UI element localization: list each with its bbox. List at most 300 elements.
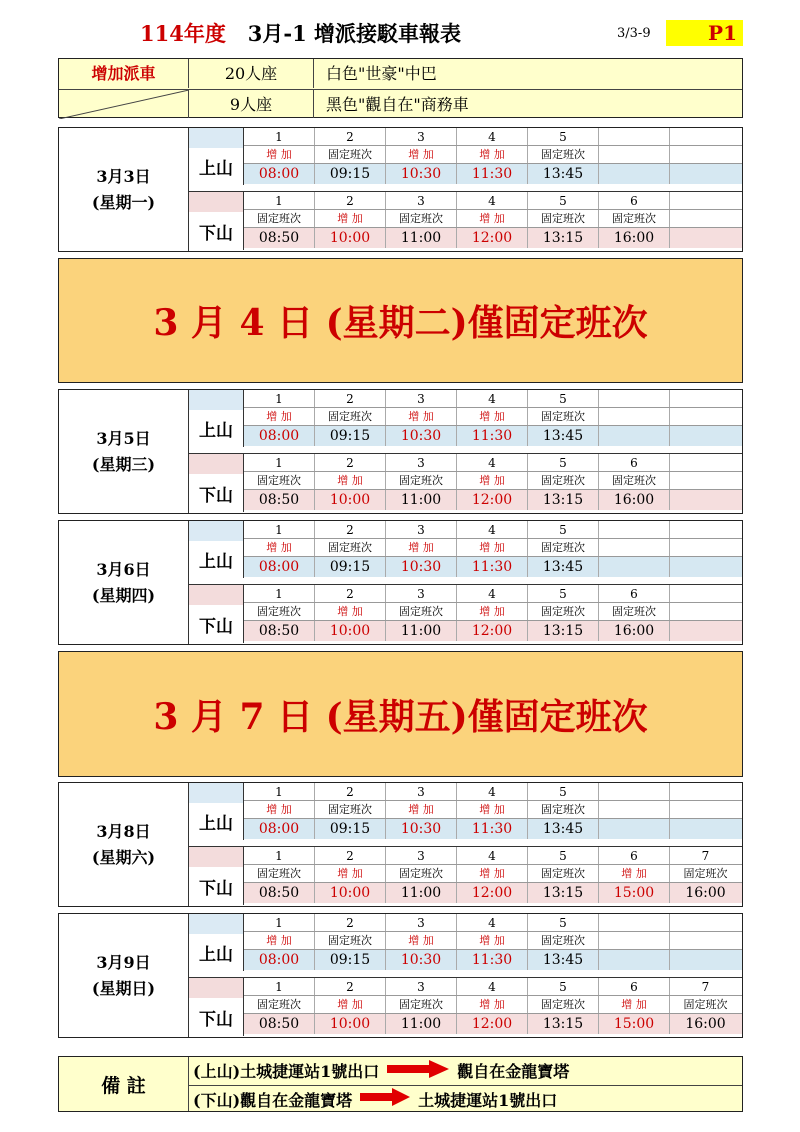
trip-type-row — [244, 146, 742, 163]
trip-type: 固定班次 — [386, 603, 457, 620]
trip-time — [599, 557, 670, 577]
trip-time: 10:30 — [386, 557, 457, 577]
trip-number — [670, 914, 741, 931]
page-number: P1 — [666, 20, 743, 46]
trip-type: 增 加 — [457, 539, 528, 556]
trip-number: 2 — [315, 585, 386, 602]
trip-type: 固定班次 — [315, 539, 386, 556]
trip-number: 2 — [315, 454, 386, 471]
schedule-grid — [244, 978, 742, 1036]
trip-time: 13:45 — [528, 426, 599, 446]
trip-time: 10:30 — [386, 819, 457, 839]
trip-time: 11:00 — [386, 1014, 457, 1034]
trip-time: 08:00 — [244, 557, 315, 577]
trip-type: 增 加 — [599, 996, 670, 1013]
date-range: 3/3-9 — [617, 26, 651, 41]
trip-number: 5 — [528, 783, 599, 800]
trip-type — [599, 408, 670, 425]
trip-number: 3 — [386, 914, 457, 931]
trip-number — [670, 521, 741, 538]
trip-time: 10:30 — [386, 950, 457, 970]
trip-number: 1 — [244, 585, 315, 602]
trip-number: 1 — [244, 128, 315, 145]
added-vehicles-label: 增加派車 — [59, 59, 189, 88]
trip-type: 增 加 — [457, 472, 528, 489]
day-weekday: (星期日) — [91, 978, 156, 998]
day-block — [58, 520, 743, 645]
direction-down — [189, 977, 742, 1036]
trip-type: 增 加 — [457, 865, 528, 882]
direction-down — [189, 846, 742, 905]
trip-type-row — [244, 472, 742, 489]
trip-type: 固定班次 — [528, 996, 599, 1013]
day-date: 3月9日 — [96, 952, 151, 972]
trip-type-row — [244, 408, 742, 425]
schedule-grid — [244, 847, 742, 905]
trip-type: 固定班次 — [528, 539, 599, 556]
trip-type: 固定班次 — [244, 603, 315, 620]
trip-number-row — [244, 783, 742, 801]
day-date: 3月3日 — [96, 166, 151, 186]
trip-number — [599, 914, 670, 931]
trip-time: 09:15 — [315, 819, 386, 839]
trip-number: 6 — [599, 978, 670, 995]
trip-time — [670, 426, 741, 446]
day-date: 3月5日 — [96, 428, 151, 448]
trip-type — [670, 408, 741, 425]
trip-number: 4 — [457, 521, 528, 538]
trip-number-row — [244, 585, 742, 603]
direction-label: 下山 — [189, 585, 244, 643]
day-block — [58, 782, 743, 907]
trip-type: 固定班次 — [315, 801, 386, 818]
trip-time: 10:00 — [315, 883, 386, 903]
route-down-from: (下山)觀自在金龍寶塔 — [193, 1090, 353, 1110]
trip-time: 13:15 — [528, 490, 599, 510]
direction-label: 上山 — [189, 914, 244, 971]
trip-number: 1 — [244, 390, 315, 407]
remarks-table — [58, 1056, 743, 1112]
trip-time: 16:00 — [685, 1016, 726, 1032]
direction-up — [189, 128, 742, 185]
trip-number — [670, 783, 741, 800]
trip-number: 4 — [457, 914, 528, 931]
direction-up — [189, 521, 742, 578]
trip-number: 7 — [701, 980, 710, 994]
trip-time — [670, 164, 741, 184]
trip-time-row — [244, 489, 742, 510]
report-title: 3月-1 增派接駁車報表 — [247, 21, 462, 46]
day-date: 3月8日 — [96, 821, 151, 841]
day-weekday: (星期四) — [91, 585, 156, 605]
trip-time: 08:00 — [244, 950, 315, 970]
route-up-note — [189, 1057, 742, 1084]
trip-time-row — [244, 818, 742, 839]
trip-number: 2 — [315, 847, 386, 864]
trip-time: 13:15 — [528, 883, 599, 903]
trip-type: 固定班次 — [244, 472, 315, 489]
trip-type: 固定班次 — [528, 210, 599, 227]
trip-number-row — [244, 914, 742, 932]
trip-type: 增 加 — [315, 996, 386, 1013]
trip-type: 固定班次 — [683, 867, 728, 880]
direction-down — [189, 584, 742, 643]
trip-number: 5 — [528, 847, 599, 864]
trip-number: 1 — [244, 192, 315, 209]
trip-number: 1 — [244, 914, 315, 931]
trip-type — [599, 539, 670, 556]
direction-up — [189, 783, 742, 840]
trip-number: 3 — [386, 978, 457, 995]
trip-number — [599, 521, 670, 538]
trip-time: 08:50 — [244, 490, 315, 510]
trip-time: 16:00 — [599, 228, 670, 248]
trip-time — [599, 819, 670, 839]
trip-number: 6 — [599, 454, 670, 471]
direction-up — [189, 914, 742, 971]
trip-type: 增 加 — [386, 539, 457, 556]
trip-type: 固定班次 — [244, 865, 315, 882]
trip-number: 2 — [315, 521, 386, 538]
trip-time: 16:00 — [599, 490, 670, 510]
trip-number: 3 — [386, 783, 457, 800]
trip-type — [670, 539, 741, 556]
trip-type-row — [244, 996, 742, 1013]
trip-time: 09:15 — [315, 950, 386, 970]
trip-time: 13:15 — [528, 228, 599, 248]
trip-number: 2 — [315, 390, 386, 407]
day-weekday: (星期一) — [91, 192, 156, 212]
direction-down — [189, 191, 742, 250]
trip-time-row — [244, 227, 742, 248]
trip-type-row — [244, 603, 742, 620]
trip-number: 4 — [457, 192, 528, 209]
trip-time: 12:00 — [457, 490, 528, 510]
trip-time-row — [244, 163, 742, 184]
trip-time: 09:15 — [315, 426, 386, 446]
trip-time: 08:00 — [244, 426, 315, 446]
trip-time: 11:30 — [457, 950, 528, 970]
diagonal-cell — [59, 90, 189, 118]
trip-number-row — [244, 192, 742, 210]
trip-number: 3 — [386, 454, 457, 471]
vehicle-desc: 白色"世豪"中巴 — [326, 64, 437, 83]
trip-type: 增 加 — [457, 146, 528, 163]
trip-number: 4 — [457, 847, 528, 864]
trip-time: 13:45 — [528, 819, 599, 839]
direction-label: 上山 — [189, 128, 244, 185]
day-block — [58, 127, 743, 252]
day-label — [59, 914, 189, 1037]
trip-time: 13:45 — [528, 557, 599, 577]
vehicle-row-2 — [59, 89, 742, 118]
schedule-grid — [244, 454, 742, 512]
trip-time: 13:15 — [528, 1014, 599, 1034]
vehicle-desc: 黑色"觀自在"商務車 — [326, 95, 469, 114]
trip-type: 增 加 — [386, 932, 457, 949]
trip-type: 固定班次 — [528, 932, 599, 949]
trip-number: 3 — [386, 128, 457, 145]
trip-type-row — [244, 932, 742, 949]
trip-number: 5 — [528, 454, 599, 471]
trip-number-row — [244, 978, 742, 996]
trip-type: 固定班次 — [528, 408, 599, 425]
trip-type-row — [244, 539, 742, 556]
trip-type: 增 加 — [315, 865, 386, 882]
trip-number: 1 — [244, 783, 315, 800]
trip-number — [599, 128, 670, 145]
direction-label: 上山 — [189, 521, 244, 578]
trip-number: 5 — [528, 521, 599, 538]
trip-type: 增 加 — [457, 408, 528, 425]
trip-type: 固定班次 — [528, 801, 599, 818]
trip-type — [599, 801, 670, 818]
day-label — [59, 783, 189, 906]
trip-type: 固定班次 — [683, 998, 728, 1011]
trip-type: 固定班次 — [599, 210, 670, 227]
trip-type — [670, 210, 741, 227]
trip-type: 增 加 — [244, 408, 315, 425]
route-down-note — [189, 1085, 742, 1112]
schedule-grid — [244, 390, 742, 447]
trip-time — [670, 490, 741, 510]
trip-time: 15:00 — [599, 883, 670, 903]
schedule-grid — [244, 521, 742, 578]
trip-time — [670, 621, 741, 641]
trip-type: 固定班次 — [599, 472, 670, 489]
schedule-grid — [244, 128, 742, 185]
trip-time: 10:30 — [386, 426, 457, 446]
fixed-only-banner: 3 月 4 日 (星期二)僅固定班次 — [58, 258, 743, 383]
trip-number: 4 — [457, 128, 528, 145]
trip-type: 固定班次 — [244, 210, 315, 227]
trip-number: 6 — [599, 192, 670, 209]
day-date: 3月6日 — [96, 559, 151, 579]
trip-number-row — [244, 847, 742, 865]
trip-time: 13:45 — [528, 164, 599, 184]
trip-time: 11:30 — [457, 557, 528, 577]
trip-time: 08:00 — [244, 164, 315, 184]
trip-number: 2 — [315, 914, 386, 931]
direction-up — [189, 390, 742, 447]
trip-type-row — [244, 865, 742, 882]
trip-type: 增 加 — [244, 932, 315, 949]
trip-number — [599, 783, 670, 800]
trip-type: 固定班次 — [528, 865, 599, 882]
trip-number: 3 — [386, 585, 457, 602]
trip-number: 5 — [528, 585, 599, 602]
right-arrow-icon — [387, 1060, 449, 1082]
trip-time: 11:00 — [386, 883, 457, 903]
trip-number: 6 — [599, 847, 670, 864]
trip-number: 4 — [457, 390, 528, 407]
trip-type: 增 加 — [457, 932, 528, 949]
trip-number: 5 — [528, 390, 599, 407]
trip-number: 4 — [457, 783, 528, 800]
trip-time: 11:30 — [457, 426, 528, 446]
trip-number — [599, 390, 670, 407]
trip-number — [670, 454, 741, 471]
trip-time: 11:00 — [386, 228, 457, 248]
trip-number — [670, 128, 741, 145]
trip-type: 增 加 — [244, 539, 315, 556]
trip-type: 固定班次 — [528, 146, 599, 163]
trip-number: 3 — [386, 521, 457, 538]
vehicle-row-1 — [59, 59, 742, 88]
direction-label: 下山 — [189, 454, 244, 512]
trip-number: 7 — [701, 849, 710, 863]
vehicle-seats: 9人座 — [189, 90, 314, 118]
trip-time: 13:15 — [528, 621, 599, 641]
trip-type: 增 加 — [457, 210, 528, 227]
trip-type: 增 加 — [386, 146, 457, 163]
trip-type: 固定班次 — [599, 603, 670, 620]
trip-type: 增 加 — [599, 865, 670, 882]
trip-time: 16:00 — [685, 885, 726, 901]
trip-type: 增 加 — [315, 603, 386, 620]
trip-number: 2 — [315, 128, 386, 145]
remarks-label: 備 註 — [59, 1057, 189, 1111]
schedule-grid — [244, 192, 742, 250]
trip-type — [599, 146, 670, 163]
trip-time: 11:30 — [457, 819, 528, 839]
trip-number: 5 — [528, 978, 599, 995]
trip-time: 12:00 — [457, 228, 528, 248]
day-label — [59, 128, 189, 251]
trip-time: 08:50 — [244, 883, 315, 903]
trip-number: 1 — [244, 978, 315, 995]
trip-type — [599, 932, 670, 949]
trip-number — [670, 585, 741, 602]
route-up-from: (上山)土城捷運站1號出口 — [193, 1062, 380, 1081]
trip-type — [670, 603, 741, 620]
trip-number: 1 — [244, 847, 315, 864]
trip-type: 固定班次 — [315, 146, 386, 163]
direction-label: 上山 — [189, 783, 244, 840]
trip-time — [599, 164, 670, 184]
trip-time-row — [244, 425, 742, 446]
fixed-only-banner: 3 月 7 日 (星期五)僅固定班次 — [58, 651, 743, 777]
trip-time: 11:30 — [457, 164, 528, 184]
trip-time: 09:15 — [315, 557, 386, 577]
trip-number: 6 — [599, 585, 670, 602]
trip-time: 10:30 — [386, 164, 457, 184]
day-weekday: (星期六) — [91, 847, 156, 867]
trip-time — [670, 819, 741, 839]
route-up-to: 觀自在金龍寶塔 — [457, 1062, 570, 1081]
trip-number: 5 — [528, 192, 599, 209]
trip-time: 08:50 — [244, 228, 315, 248]
trip-time — [670, 228, 741, 248]
trip-type: 固定班次 — [244, 996, 315, 1013]
trip-type — [670, 932, 741, 949]
trip-type: 增 加 — [244, 801, 315, 818]
trip-type — [670, 801, 741, 818]
trip-type: 固定班次 — [315, 408, 386, 425]
trip-time: 10:00 — [315, 621, 386, 641]
trip-time — [670, 950, 741, 970]
trip-type — [670, 472, 741, 489]
trip-time: 10:00 — [315, 1014, 386, 1034]
trip-number: 2 — [315, 978, 386, 995]
schedule-grid — [244, 585, 742, 643]
page-title — [140, 18, 560, 48]
trip-number — [670, 390, 741, 407]
trip-time — [670, 557, 741, 577]
trip-number: 4 — [457, 585, 528, 602]
trip-type: 增 加 — [457, 603, 528, 620]
direction-label: 下山 — [189, 978, 244, 1036]
trip-type: 固定班次 — [386, 472, 457, 489]
trip-time-row — [244, 620, 742, 641]
day-label — [59, 390, 189, 513]
trip-type: 固定班次 — [386, 996, 457, 1013]
trip-number — [670, 192, 741, 209]
trip-type: 增 加 — [386, 408, 457, 425]
trip-time: 13:45 — [528, 950, 599, 970]
trip-number: 5 — [528, 914, 599, 931]
trip-number-row — [244, 454, 742, 472]
trip-number: 4 — [457, 978, 528, 995]
direction-label: 下山 — [189, 847, 244, 905]
trip-time-row — [244, 949, 742, 970]
trip-time: 12:00 — [457, 1014, 528, 1034]
trip-time — [599, 950, 670, 970]
report-year: 114年度 — [140, 21, 226, 46]
trip-type: 增 加 — [457, 801, 528, 818]
trip-type-row — [244, 801, 742, 818]
trip-number: 2 — [315, 783, 386, 800]
trip-number: 3 — [386, 192, 457, 209]
trip-number-row — [244, 128, 742, 146]
trip-type: 固定班次 — [315, 932, 386, 949]
direction-label: 上山 — [189, 390, 244, 447]
trip-number: 3 — [386, 847, 457, 864]
trip-type: 固定班次 — [386, 865, 457, 882]
trip-type-row — [244, 210, 742, 227]
schedule-grid — [244, 914, 742, 971]
trip-time — [599, 426, 670, 446]
schedule-grid — [244, 783, 742, 840]
trip-time: 08:00 — [244, 819, 315, 839]
route-down-to: 土城捷運站1號出口 — [418, 1090, 558, 1110]
vehicle-seats: 20人座 — [189, 59, 314, 88]
trip-type: 增 加 — [315, 210, 386, 227]
trip-time: 08:50 — [244, 1014, 315, 1034]
vehicle-info-table — [58, 58, 743, 118]
trip-type: 增 加 — [244, 146, 315, 163]
trip-time: 08:50 — [244, 621, 315, 641]
day-block — [58, 913, 743, 1038]
trip-number: 2 — [315, 192, 386, 209]
trip-time-row — [244, 1013, 742, 1034]
day-label — [59, 521, 189, 644]
trip-number: 1 — [244, 521, 315, 538]
day-block — [58, 389, 743, 514]
day-weekday: (星期三) — [91, 454, 156, 474]
trip-type: 增 加 — [457, 996, 528, 1013]
trip-number: 4 — [457, 454, 528, 471]
trip-time: 16:00 — [599, 621, 670, 641]
trip-time-row — [244, 882, 742, 903]
trip-type: 增 加 — [386, 801, 457, 818]
trip-type: 固定班次 — [386, 210, 457, 227]
trip-type: 固定班次 — [528, 472, 599, 489]
trip-time: 11:00 — [386, 490, 457, 510]
right-arrow-icon — [360, 1088, 410, 1110]
trip-time: 09:15 — [315, 164, 386, 184]
direction-label: 下山 — [189, 192, 244, 250]
